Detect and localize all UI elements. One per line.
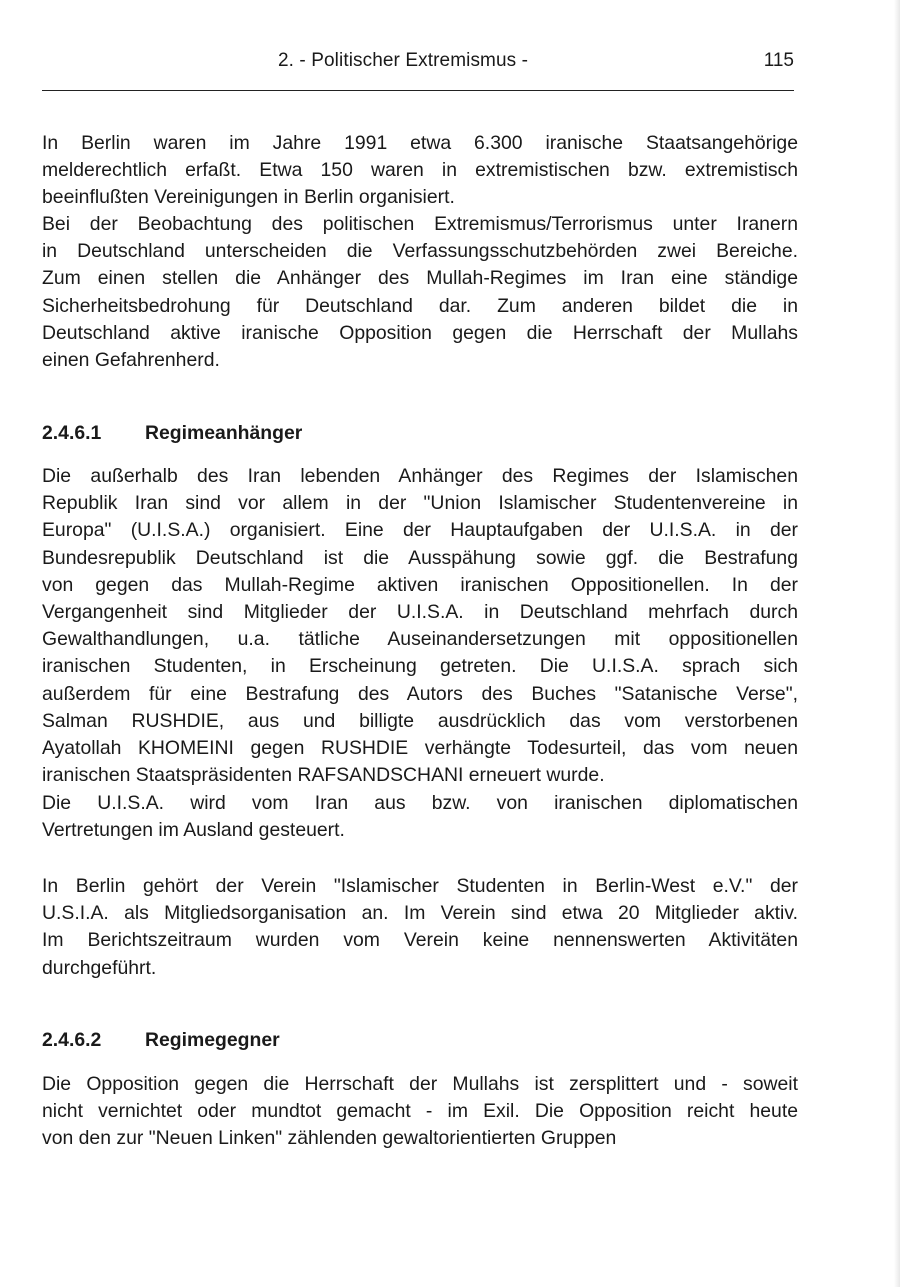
text-line: iranischen Studenten, in Erscheinung getreten. Die U.I.S.A. sprach sich — [42, 655, 798, 678]
header-rule — [42, 90, 794, 91]
header-title: 2. - Politischer Extremismus - — [278, 50, 529, 71]
text-line: außerdem für eine Bestrafung des Autors des Buches "Satanische Verse", — [42, 682, 798, 705]
running-header — [42, 50, 794, 76]
text-line: Die Opposition gegen die Herrschaft der Mullahs ist zersplittert und - soweit — [42, 1073, 798, 1095]
paragraph-4 — [42, 790, 798, 844]
text-line: Die außerhalb des Iran lebenden Anhänger des Regimes der Islamischen — [42, 465, 798, 487]
paragraph-3 — [42, 463, 798, 789]
paragraph-1 — [42, 130, 798, 212]
section-title: Regimegegner — [145, 1029, 280, 1051]
paragraph-2 — [42, 211, 798, 374]
text-line: beeinflußten Vereinigungen in Berlin organisiert. — [42, 186, 455, 209]
text-line: Republik Iran sind vor allem in der "Union Islamischer Studentenvereine in — [42, 492, 798, 515]
section-number: 2.4.6.2 — [42, 1029, 102, 1051]
page-number: 115 — [763, 50, 794, 71]
text-line: U.S.I.A. als Mitgliedsorganisation an. Im Verein sind etwa 20 Mitglieder aktiv. — [42, 902, 798, 925]
text-line: nicht vernichtet oder mundtot gemacht - im Exil. Die Opposition reicht heute — [42, 1100, 798, 1123]
text-line: Bei der Beobachtung des politischen Extremismus/Terrorismus unter Iranern — [42, 213, 798, 235]
text-line: von den zur "Neuen Linken" zählenden gewaltorientierten Gruppen — [42, 1127, 617, 1150]
paragraph-6 — [42, 1071, 798, 1153]
text-line: in Deutschland unterscheiden die Verfassungsschutzbehörden zwei Bereiche. — [42, 240, 798, 263]
text-line: In Berlin gehört der Verein "Islamischer Studenten in Berlin-West e.V." der — [42, 875, 798, 897]
text-line: Vertretungen im Ausland gesteuert. — [42, 819, 345, 842]
text-line: melderechtlich erfaßt. Etwa 150 waren in extremistischen bzw. extremistisch — [42, 159, 798, 182]
text-line: Sicherheitsbedrohung für Deutschland dar. Zum anderen bildet die in — [42, 294, 798, 317]
text-line: einen Gefahrenherd. — [42, 349, 220, 372]
text-line: Die U.I.S.A. wird vom Iran aus bzw. von iranischen diplomatischen — [42, 792, 798, 814]
text-line: Europa" (U.I.S.A.) organisiert. Eine der Hauptaufgaben der U.I.S.A. in der — [42, 519, 798, 542]
text-line: Ayatollah KHOMEINI gegen RUSHDIE verhängte Todesurteil, das vom neuen — [42, 737, 798, 760]
paragraph-5 — [42, 873, 798, 982]
text-line: iranischen Staatspräsidenten RAFSANDSCHANI erneuert wurde. — [42, 764, 605, 787]
section-number: 2.4.6.1 — [42, 422, 102, 444]
section-heading-regimegegner — [42, 1029, 280, 1052]
text-line: Deutschland aktive iranische Opposition gegen die Herrschaft der Mullahs — [42, 321, 798, 344]
text-line: Vergangenheit sind Mitglieder der U.I.S.A. in Deutschland mehrfach durch — [42, 601, 798, 624]
page-edge-shadow — [894, 0, 900, 1287]
text-line: Zum einen stellen die Anhänger des Mullah-Regimes im Iran eine ständige — [42, 267, 798, 290]
text-line: durchgeführt. — [42, 956, 157, 979]
text-line: Salman RUSHDIE, aus und billigte ausdrücklich das vom verstorbenen — [42, 709, 798, 732]
section-title: Regimeanhänger — [145, 422, 303, 444]
text-line: Gewalthandlungen, u.a. tätliche Auseinandersetzungen mit oppositionellen — [42, 628, 798, 651]
section-heading-regimeanhaenger — [42, 422, 302, 445]
text-line: Bundesrepublik Deutschland ist die Ausspähung sowie ggf. die Bestrafung — [42, 546, 798, 569]
text-line: von gegen das Mullah-Regime aktiven iranischen Oppositionellen. In der — [42, 573, 798, 596]
text-line: Im Berichtszeitraum wurden vom Verein keine nennenswerten Aktivitäten — [42, 929, 798, 952]
text-line: In Berlin waren im Jahre 1991 etwa 6.300 iranische Staatsangehörige — [42, 132, 798, 154]
